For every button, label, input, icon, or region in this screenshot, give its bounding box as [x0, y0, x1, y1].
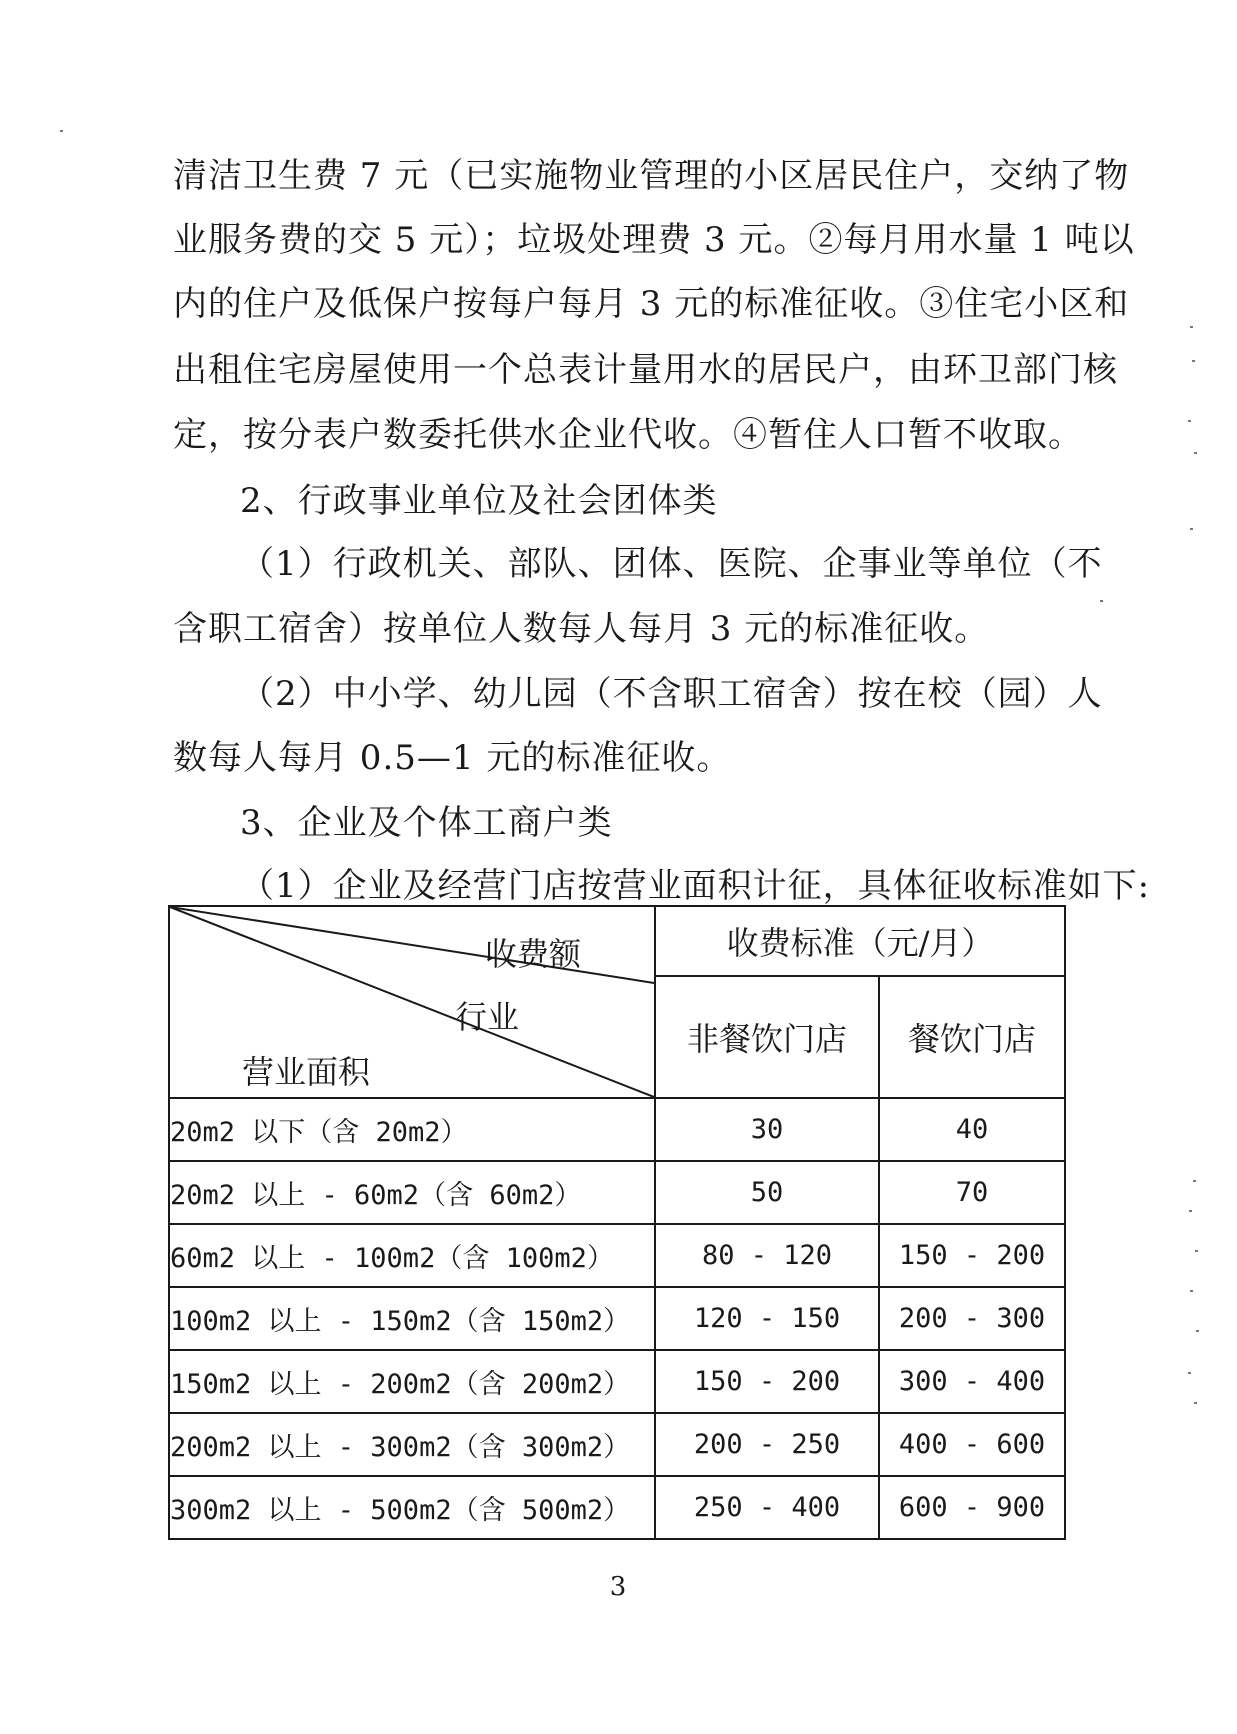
- catering-fee-cell: 400 - 600: [879, 1413, 1065, 1476]
- corner-label-industry: 行业: [455, 998, 520, 1036]
- section-heading: 3、企业及个体工商户类: [240, 803, 613, 843]
- table-row: [169, 1161, 1065, 1224]
- paragraph-line: 数每人每月 0.5—1 元的标准征收。: [173, 738, 732, 778]
- table-row: [169, 1224, 1065, 1287]
- area-cell: 300m2 以上 - 500m2（含 500m2）: [169, 1476, 655, 1539]
- catering-fee-cell: 150 - 200: [879, 1224, 1065, 1287]
- paragraph-line: 定，按分表户数委托供水企业代收。④暂住人口暂不收取。: [173, 415, 1083, 455]
- area-cell: 60m2 以上 - 100m2（含 100m2）: [169, 1224, 655, 1287]
- paragraph-line: （1）行政机关、部队、团体、医院、企事业等单位（不: [240, 544, 1103, 584]
- catering-fee-cell: 200 - 300: [879, 1287, 1065, 1350]
- diagonal-header-cell: [169, 906, 655, 1098]
- table-row: [169, 1287, 1065, 1350]
- section-heading: 2、行政事业单位及社会团体类: [240, 481, 718, 521]
- area-cell: 200m2 以上 - 300m2（含 300m2）: [169, 1413, 655, 1476]
- paragraph-line: 业服务费的交 5 元）；垃圾处理费 3 元。②每月用水量 1 吨以: [173, 220, 1135, 260]
- non-catering-fee-cell: 150 - 200: [655, 1350, 879, 1413]
- non-catering-fee-cell: 80 - 120: [655, 1224, 879, 1287]
- paragraph-line: 清洁卫生费 7 元（已实施物业管理的小区居民住户，交纳了物: [173, 156, 1130, 196]
- area-cell: 20m2 以下（含 20m2）: [169, 1098, 655, 1161]
- col-header-catering: 餐饮门店: [879, 976, 1065, 1098]
- area-cell: 150m2 以上 - 200m2（含 200m2）: [169, 1350, 655, 1413]
- catering-fee-cell: 300 - 400: [879, 1350, 1065, 1413]
- fee-standard-table: [168, 905, 1066, 1540]
- corner-label-area: 营业面积: [242, 1053, 371, 1091]
- page-number: 3: [609, 1572, 627, 1602]
- table-row: [169, 1476, 1065, 1539]
- area-cell: 20m2 以上 - 60m2（含 60m2）: [169, 1161, 655, 1224]
- paragraph-line: （2）中小学、幼儿园（不含职工宿舍）按在校（园）人: [240, 674, 1103, 714]
- standard-header: 收费标准（元/月）: [655, 906, 1065, 976]
- catering-fee-cell: 70: [879, 1161, 1065, 1224]
- catering-fee-cell: 40: [879, 1098, 1065, 1161]
- paragraph-line: 含职工宿舍）按单位人数每人每月 3 元的标准征收。: [173, 609, 990, 649]
- non-catering-fee-cell: 250 - 400: [655, 1476, 879, 1539]
- non-catering-fee-cell: 120 - 150: [655, 1287, 879, 1350]
- corner-label-fee: 收费额: [485, 935, 582, 973]
- area-cell: 100m2 以上 - 150m2（含 150m2）: [169, 1287, 655, 1350]
- paragraph-line: （1）企业及经营门店按营业面积计征，具体征收标准如下:: [240, 866, 1151, 906]
- table-header-row: [169, 906, 1065, 976]
- col-header-non-catering: 非餐饮门店: [655, 976, 879, 1098]
- table-row: [169, 1098, 1065, 1161]
- non-catering-fee-cell: 30: [655, 1098, 879, 1161]
- catering-fee-cell: 600 - 900: [879, 1476, 1065, 1539]
- table-row: [169, 1413, 1065, 1476]
- non-catering-fee-cell: 50: [655, 1161, 879, 1224]
- paragraph-line: 出租住宅房屋使用一个总表计量用水的居民户，由环卫部门核: [173, 350, 1118, 390]
- non-catering-fee-cell: 200 - 250: [655, 1413, 879, 1476]
- paragraph-line: 内的住户及低保户按每户每月 3 元的标准征收。③住宅小区和: [173, 284, 1130, 324]
- table-row: [169, 1350, 1065, 1413]
